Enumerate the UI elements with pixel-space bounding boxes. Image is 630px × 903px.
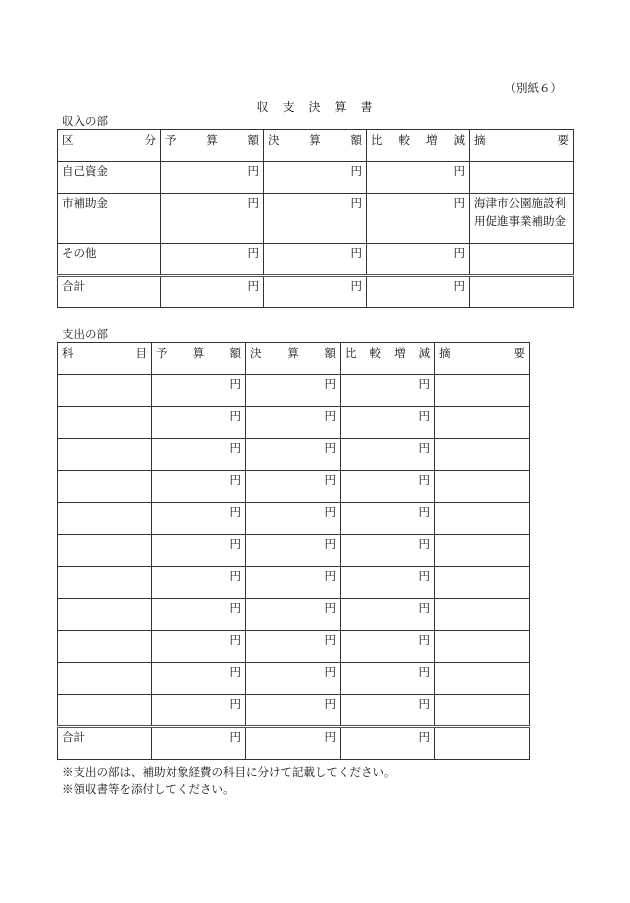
- row-difference: 円: [341, 503, 435, 535]
- total-budget: 円: [152, 727, 246, 760]
- row-difference: 円: [341, 375, 435, 407]
- header-difference: [341, 343, 435, 375]
- row-settlement: 円: [264, 244, 367, 276]
- row-difference: 円: [341, 599, 435, 631]
- header-char: 決: [268, 133, 280, 147]
- header-category: [58, 130, 161, 162]
- total-remarks: [470, 276, 574, 308]
- row-difference: 円: [367, 162, 470, 194]
- row-settlement: 円: [264, 194, 367, 244]
- header-char: 額: [229, 346, 241, 360]
- total-label: 合計: [58, 727, 152, 760]
- row-budget: 円: [152, 471, 246, 503]
- header-char: 比: [371, 133, 383, 147]
- header-char: 要: [513, 346, 525, 360]
- row-budget: 円: [161, 244, 264, 276]
- row-item: [58, 471, 152, 503]
- row-item: [58, 503, 152, 535]
- table-row: [58, 663, 530, 695]
- header-char: 算: [192, 346, 205, 360]
- row-remarks: [470, 244, 574, 276]
- header-char: 摘: [439, 346, 451, 360]
- document-title: 収 支 決 算 書: [256, 100, 374, 114]
- table-row: [58, 695, 530, 727]
- header-char: 算: [309, 133, 321, 147]
- header-char: 摘: [474, 133, 486, 147]
- row-item: [58, 663, 152, 695]
- total-row: [58, 276, 574, 308]
- expense-table: [57, 342, 530, 760]
- row-remarks: [470, 162, 574, 194]
- row-remarks: [435, 503, 530, 535]
- row-item: [58, 535, 152, 567]
- row-budget: 円: [152, 535, 246, 567]
- income-header-row: [58, 130, 574, 162]
- row-difference: 円: [341, 567, 435, 599]
- total-difference: 円: [367, 276, 470, 308]
- header-char: 目: [135, 346, 147, 360]
- total-settlement: 円: [264, 276, 367, 308]
- header-char: 額: [324, 346, 336, 360]
- row-settlement: 円: [246, 375, 341, 407]
- row-item: [58, 567, 152, 599]
- header-char: 区: [62, 133, 74, 147]
- header-char: 予: [165, 133, 177, 147]
- table-row: [58, 162, 574, 194]
- expense-section-label: 支出の部: [62, 327, 108, 341]
- row-item: 市補助金: [58, 194, 161, 244]
- row-remarks: [435, 567, 530, 599]
- row-budget: 円: [152, 599, 246, 631]
- note-line: ※支出の部は、補助対象経費の科目に分けて記載してください。: [62, 765, 396, 779]
- row-settlement: 円: [246, 407, 341, 439]
- row-item: [58, 631, 152, 663]
- table-row: [58, 535, 530, 567]
- row-budget: 円: [161, 194, 264, 244]
- row-difference: 円: [341, 407, 435, 439]
- row-difference: 円: [341, 471, 435, 503]
- row-difference: 円: [367, 194, 470, 244]
- row-remarks: [435, 407, 530, 439]
- row-remarks: [435, 535, 530, 567]
- row-settlement: 円: [264, 162, 367, 194]
- header-char: 算: [287, 346, 299, 360]
- row-remarks: [435, 599, 530, 631]
- total-settlement: 円: [246, 727, 341, 760]
- row-remarks: [435, 375, 530, 407]
- row-settlement: 円: [246, 471, 341, 503]
- row-remarks: [435, 471, 530, 503]
- header-char: 較: [398, 133, 410, 147]
- table-row: [58, 244, 574, 276]
- table-row: [58, 503, 530, 535]
- header-char: 決: [250, 346, 262, 360]
- row-budget: 円: [152, 631, 246, 663]
- appendix-label: （別紙６）: [504, 81, 562, 95]
- header-difference: [367, 130, 470, 162]
- row-remarks: 海津市公園施設利用促進事業補助金: [470, 194, 574, 244]
- row-settlement: 円: [246, 695, 341, 727]
- row-difference: 円: [341, 695, 435, 727]
- row-budget: 円: [152, 503, 246, 535]
- row-settlement: 円: [246, 599, 341, 631]
- header-char: 要: [557, 133, 569, 147]
- header-char: 増: [394, 346, 406, 360]
- income-section-label: 収入の部: [62, 114, 108, 128]
- row-settlement: 円: [246, 663, 341, 695]
- header-settlement: [246, 343, 341, 375]
- note-line: ※領収書等を添付してください。: [62, 782, 235, 796]
- row-settlement: 円: [246, 631, 341, 663]
- header-remarks: [435, 343, 530, 375]
- header-budget: [161, 130, 264, 162]
- header-char: 比: [345, 346, 357, 360]
- row-difference: 円: [341, 631, 435, 663]
- header-char: 較: [369, 346, 381, 360]
- row-budget: 円: [152, 695, 246, 727]
- row-remarks: [435, 695, 530, 727]
- table-row: [58, 471, 530, 503]
- table-row: [58, 375, 530, 407]
- header-char: 算: [206, 133, 218, 147]
- row-difference: 円: [341, 663, 435, 695]
- header-settlement: [264, 130, 367, 162]
- total-label: 合計: [58, 276, 161, 308]
- income-table: [57, 129, 574, 308]
- header-char: 増: [426, 133, 438, 147]
- table-row: [58, 439, 530, 471]
- row-settlement: 円: [246, 439, 341, 471]
- header-char: 分: [144, 133, 156, 147]
- row-difference: 円: [341, 439, 435, 471]
- header-char: 減: [418, 346, 430, 360]
- total-difference: 円: [341, 727, 435, 760]
- row-remarks: [435, 631, 530, 663]
- table-row: [58, 194, 574, 244]
- row-remarks: [435, 439, 530, 471]
- row-settlement: 円: [246, 503, 341, 535]
- row-item: [58, 439, 152, 471]
- row-budget: 円: [152, 567, 246, 599]
- table-row: [58, 631, 530, 663]
- row-budget: 円: [152, 407, 246, 439]
- header-budget: [152, 343, 246, 375]
- header-char: 科: [62, 346, 74, 360]
- expense-header-row: [58, 343, 530, 375]
- header-char: 減: [453, 133, 465, 147]
- header-remarks: [470, 130, 574, 162]
- total-remarks: [435, 727, 530, 760]
- table-row: [58, 567, 530, 599]
- header-char: 額: [247, 133, 259, 147]
- total-budget: 円: [161, 276, 264, 308]
- row-item: その他: [58, 244, 161, 276]
- row-item: 自己資金: [58, 162, 161, 194]
- total-row: [58, 727, 530, 760]
- row-settlement: 円: [246, 567, 341, 599]
- row-budget: 円: [161, 162, 264, 194]
- row-difference: 円: [341, 535, 435, 567]
- table-row: [58, 599, 530, 631]
- row-item: [58, 375, 152, 407]
- row-remarks: [435, 663, 530, 695]
- row-difference: 円: [367, 244, 470, 276]
- row-settlement: 円: [246, 535, 341, 567]
- header-char: 予: [156, 346, 168, 360]
- row-item: [58, 407, 152, 439]
- row-budget: 円: [152, 439, 246, 471]
- notes: [62, 764, 396, 798]
- row-item: [58, 599, 152, 631]
- header-char: 額: [350, 133, 362, 147]
- table-row: [58, 407, 530, 439]
- row-budget: 円: [152, 375, 246, 407]
- row-budget: 円: [152, 663, 246, 695]
- header-account: [58, 343, 152, 375]
- row-item: [58, 695, 152, 727]
